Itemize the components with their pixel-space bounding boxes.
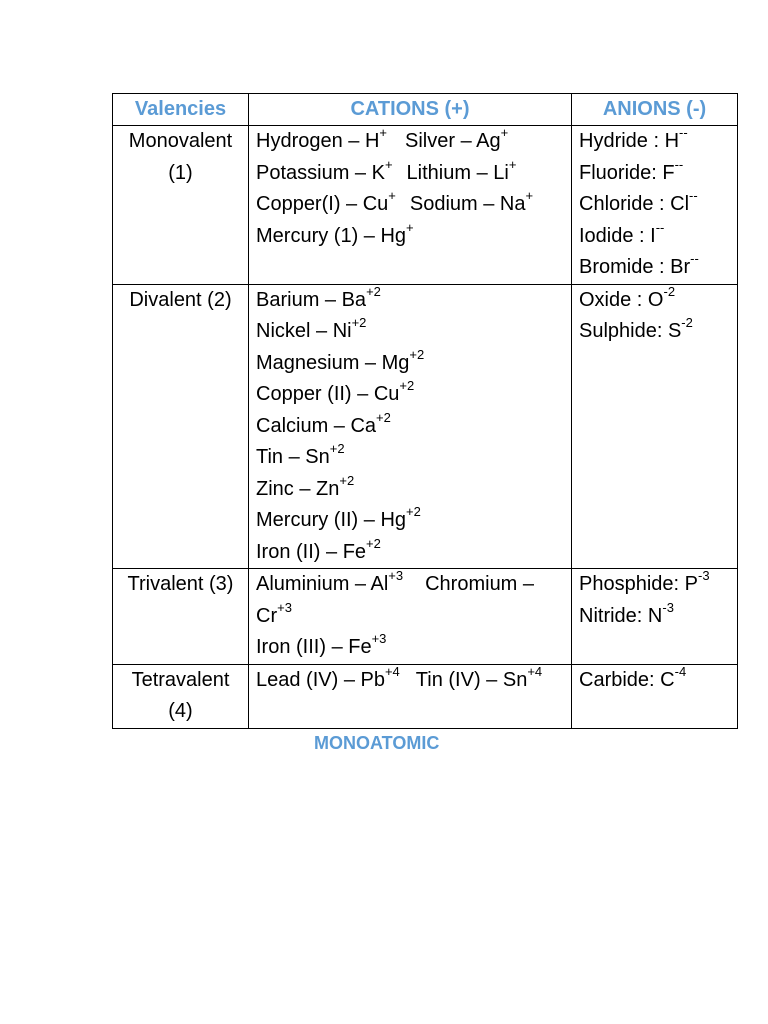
charge-superscript: --: [674, 156, 684, 172]
table-row: [113, 284, 738, 569]
cation-line: [256, 189, 564, 221]
charge-superscript: +: [379, 125, 387, 141]
valency-cell: [113, 664, 249, 728]
cation-name: Nickel – Ni: [256, 320, 352, 342]
cation-name: Mercury (II) – Hg: [256, 509, 407, 531]
cation-line: [256, 285, 564, 317]
cation-name: Chromium – Cr: [256, 573, 535, 627]
anion-name: Fluoride: F: [579, 161, 675, 184]
charge-superscript: +2: [339, 472, 355, 488]
cation-name: Copper (II) – Cu: [256, 383, 400, 405]
cation-line: [256, 221, 564, 253]
cations-cell: [249, 569, 572, 665]
header-row: [113, 94, 738, 126]
valency-table: [112, 93, 738, 729]
cation-name: Lead (IV) – Pb: [256, 668, 385, 691]
cation-line: [256, 158, 564, 190]
cation-name: Copper(I) – Cu: [256, 193, 389, 215]
charge-superscript: -4: [674, 663, 687, 679]
cation-line: [256, 505, 564, 537]
cation-line: [256, 665, 564, 697]
cation-name: Silver – Ag: [405, 130, 501, 152]
table-row: [113, 569, 738, 665]
charge-superscript: +3: [277, 599, 292, 615]
charge-superscript: +2: [376, 409, 391, 425]
charge-superscript: -2: [663, 283, 676, 299]
anion-line: [579, 126, 730, 158]
table-caption: MONOATOMIC: [314, 733, 440, 753]
anions-cell: [572, 126, 738, 285]
header-cations: CATIONS (+): [249, 94, 572, 126]
anion-name: Nitride: N: [579, 604, 663, 627]
valency-label: Trivalent (3): [127, 573, 234, 595]
cation-line: [256, 379, 564, 411]
anion-line: [579, 665, 730, 697]
cation-name: Aluminium – Al: [256, 573, 389, 595]
cation-line: [256, 632, 564, 664]
charge-superscript: +: [388, 188, 396, 204]
charge-superscript: +2: [366, 283, 381, 299]
cation-line: [256, 442, 564, 474]
cation-name: Barium – Ba: [256, 288, 367, 311]
anions-cell: [572, 284, 738, 569]
cation-name: Potassium – K: [256, 161, 385, 184]
cation-line: [256, 348, 564, 380]
charge-superscript: +3: [388, 568, 404, 584]
anions-cell: [572, 664, 738, 728]
anion-name: Sulphide: S: [579, 320, 682, 342]
valency-cell: [113, 284, 249, 569]
cation-name: Hydrogen – H: [256, 130, 380, 152]
cation-name: Zinc – Zn: [256, 477, 340, 500]
cation-name: Sodium – Na: [409, 193, 526, 215]
cation-name: Iron (II) – Fe: [256, 540, 367, 563]
valency-number: (4): [168, 700, 193, 722]
anion-name: Hydride : H: [579, 130, 680, 152]
anion-line: [579, 221, 730, 253]
cation-name: Iron (III) – Fe: [256, 636, 372, 658]
valency-cell: [113, 569, 249, 665]
valency-number: (1): [168, 161, 193, 184]
charge-superscript: +2: [409, 346, 425, 362]
anion-line: [579, 285, 730, 317]
anion-line: [579, 601, 730, 633]
charge-superscript: --: [689, 188, 698, 204]
charge-superscript: --: [690, 251, 699, 267]
charge-superscript: +2: [399, 378, 415, 394]
anion-name: Chloride : Cl: [579, 193, 690, 215]
anion-name: Phosphide: P: [579, 573, 698, 595]
cation-name: Magnesium – Mg: [256, 351, 410, 374]
charge-superscript: +2: [406, 504, 421, 520]
anion-line: [579, 158, 730, 190]
charge-superscript: -3: [697, 568, 710, 584]
anion-name: Iodide : I: [579, 224, 656, 247]
anion-name: Oxide : O: [579, 288, 664, 311]
cation-name: Lithium – Li: [406, 161, 509, 184]
charge-superscript: +: [406, 219, 414, 235]
cation-line: [256, 569, 564, 632]
charge-superscript: +4: [527, 663, 543, 679]
charge-superscript: +2: [329, 441, 345, 457]
anions-cell: [572, 569, 738, 665]
valency-label: Divalent (2): [129, 288, 232, 311]
charge-superscript: +2: [351, 315, 367, 331]
charge-superscript: +2: [366, 535, 381, 551]
charge-superscript: +: [384, 156, 393, 172]
cations-cell: [249, 126, 572, 285]
charge-superscript: +3: [371, 631, 387, 647]
valency-cell: [113, 126, 249, 285]
charge-superscript: +: [500, 125, 509, 141]
header-anions: ANIONS (-): [572, 94, 738, 126]
anion-name: Bromide : Br: [579, 256, 691, 278]
anion-line: [579, 569, 730, 601]
charge-superscript: +4: [384, 663, 400, 679]
cation-name: Tin (IV) – Sn: [415, 668, 528, 691]
charge-superscript: --: [655, 219, 665, 235]
cation-name: Calcium – Ca: [256, 414, 377, 437]
valency-label: Monovalent: [128, 130, 233, 152]
charge-superscript: -2: [681, 315, 693, 331]
anion-line: [579, 252, 730, 284]
anion-name: Carbide: C: [579, 668, 675, 691]
charge-superscript: +: [508, 156, 517, 172]
cation-line: [256, 316, 564, 348]
cation-line: [256, 126, 564, 158]
table-row: [113, 126, 738, 285]
cation-line: [256, 474, 564, 506]
cation-line: [256, 537, 564, 569]
cation-name: Mercury (1) – Hg: [256, 224, 407, 247]
cations-cell: [249, 664, 572, 728]
charge-superscript: +: [525, 188, 534, 204]
cations-cell: [249, 284, 572, 569]
header-valencies: Valencies: [113, 94, 249, 126]
cation-line: [256, 411, 564, 443]
anion-line: [579, 189, 730, 221]
table-row: [113, 664, 738, 728]
valency-label: Tetravalent: [131, 668, 230, 691]
cation-name: Tin – Sn: [256, 446, 330, 468]
charge-superscript: -3: [662, 599, 674, 615]
charge-superscript: --: [679, 125, 688, 141]
anion-line: [579, 316, 730, 348]
